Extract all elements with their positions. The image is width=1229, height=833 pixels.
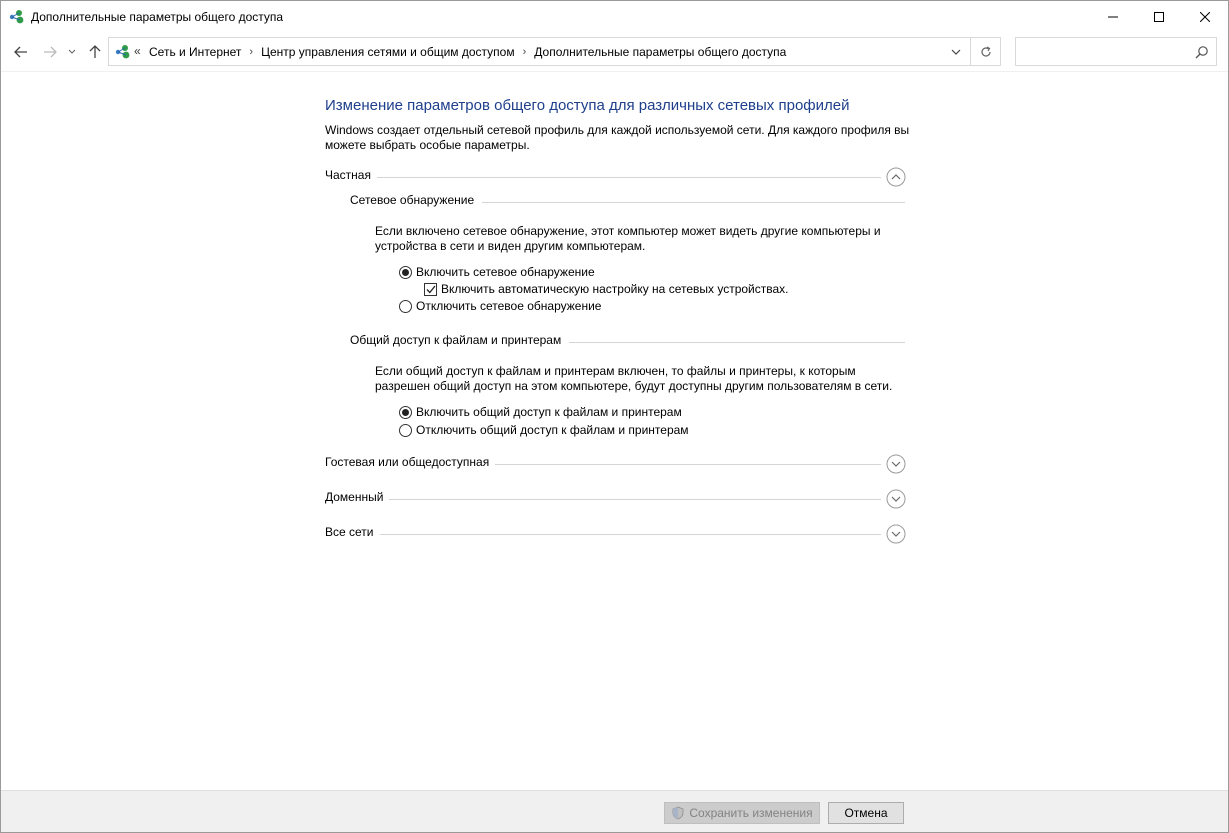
radio-button-checked[interactable] (399, 406, 412, 419)
uac-shield-icon (671, 806, 685, 820)
back-button[interactable] (10, 41, 32, 63)
profile-domain-header[interactable] (325, 490, 905, 510)
profile-guest-header[interactable] (325, 455, 905, 475)
network-discovery-on-label[interactable]: Включить сетевое обнаружение (416, 265, 595, 279)
up-button[interactable] (84, 41, 106, 63)
search-input[interactable] (1020, 42, 1190, 61)
breadcrumb-separator-icon[interactable]: › (522, 46, 527, 58)
address-dropdown-button[interactable] (943, 38, 969, 65)
minimize-button[interactable] (1090, 1, 1136, 33)
network-discovery-header (350, 193, 905, 211)
radio-button-checked[interactable] (399, 266, 412, 279)
cancel-label: Отмена (844, 806, 888, 820)
navigation-bar (1, 33, 1228, 71)
network-auto-setup-label[interactable]: Включить автоматическую настройку на сетевых устройствах. (441, 282, 789, 296)
file-sharing-off-label[interactable]: Отключить общий доступ к файлам и принтерам (416, 423, 689, 437)
save-changes-label: Сохранить изменения (689, 806, 813, 820)
close-button[interactable] (1182, 1, 1228, 33)
title-bar (1, 1, 1228, 33)
file-sharing-header (350, 333, 905, 351)
arrow-left-icon (14, 46, 28, 58)
radio-button[interactable] (399, 424, 412, 437)
close-icon (1200, 12, 1210, 22)
maximize-icon (1154, 12, 1164, 22)
maximize-button[interactable] (1136, 1, 1182, 33)
checkbox-checked[interactable] (424, 283, 437, 296)
recent-locations-button[interactable] (64, 41, 80, 63)
breadcrumb-network-center[interactable]: Центр управления сетями и общим доступом (261, 45, 515, 59)
footer-bar (1, 790, 1228, 832)
checkmark-icon (426, 285, 436, 294)
file-sharing-description: Если общий доступ к файлам и принтерам включен, то файлы и принтеры, к которым разрешен общий доступ на этом компьютере, будут доступны другим пользователям в сети. (375, 364, 893, 393)
profile-guest-label[interactable]: Гостевая или общедоступная (325, 455, 495, 469)
arrow-up-icon (89, 45, 101, 59)
refresh-button[interactable] (970, 38, 1000, 65)
arrow-right-icon (43, 46, 57, 58)
profile-private-header[interactable] (325, 168, 905, 188)
toolbar-divider (1, 71, 1228, 72)
breadcrumb (149, 45, 786, 59)
network-discovery-on-option[interactable] (399, 265, 595, 279)
section-divider (325, 177, 881, 178)
search-icon[interactable] (1194, 44, 1210, 60)
refresh-icon (980, 46, 992, 58)
profile-domain-label[interactable]: Доменный (325, 490, 389, 504)
network-icon (9, 9, 25, 25)
section-divider (325, 534, 881, 535)
radio-button[interactable] (399, 300, 412, 313)
network-auto-setup-option[interactable] (424, 282, 789, 296)
page-description: Windows создает отдельный сетевой профиль для каждой используемой сети. Для каждого профиля вы можете выбрать особые параметры. (325, 123, 910, 152)
section-divider (325, 499, 881, 500)
profile-private-label[interactable]: Частная (325, 168, 377, 182)
profile-all-label[interactable]: Все сети (325, 525, 380, 539)
network-discovery-label: Сетевое обнаружение (350, 193, 482, 207)
page-title: Изменение параметров общего доступа для различных сетевых профилей (325, 97, 850, 114)
network-discovery-off-label[interactable]: Отключить сетевое обнаружение (416, 299, 602, 313)
chevron-down-icon (68, 49, 76, 55)
chevron-down-icon[interactable] (886, 524, 906, 544)
search-box[interactable] (1015, 37, 1217, 66)
chevron-down-icon (951, 49, 961, 55)
breadcrumb-network-internet[interactable]: Сеть и Интернет (149, 45, 242, 59)
cancel-button[interactable] (828, 802, 904, 824)
forward-button[interactable] (39, 41, 61, 63)
network-discovery-description: Если включено сетевое обнаружение, этот компьютер может видеть другие компьютеры и устройства в сети и виден другим компьютерам. (375, 224, 881, 253)
file-sharing-label: Общий доступ к файлам и принтерам (350, 333, 569, 347)
breadcrumb-advanced-sharing[interactable]: Дополнительные параметры общего доступа (534, 45, 787, 59)
save-changes-button[interactable] (664, 802, 820, 824)
file-sharing-on-option[interactable] (399, 405, 682, 419)
file-sharing-off-option[interactable] (399, 423, 689, 437)
minimize-icon (1108, 12, 1118, 22)
file-sharing-on-label[interactable]: Включить общий доступ к файлам и принтерам (416, 405, 682, 419)
network-discovery-off-option[interactable] (399, 299, 601, 313)
window-title: Дополнительные параметры общего доступа (31, 10, 284, 24)
breadcrumb-separator-icon[interactable]: › (249, 46, 254, 58)
chevron-up-icon[interactable] (886, 167, 906, 187)
breadcrumb-overflow[interactable]: « (134, 44, 141, 58)
chevron-down-icon[interactable] (886, 489, 906, 509)
network-icon (115, 44, 131, 60)
chevron-down-icon[interactable] (886, 454, 906, 474)
address-bar[interactable] (108, 37, 1001, 66)
profile-all-header[interactable] (325, 525, 905, 545)
